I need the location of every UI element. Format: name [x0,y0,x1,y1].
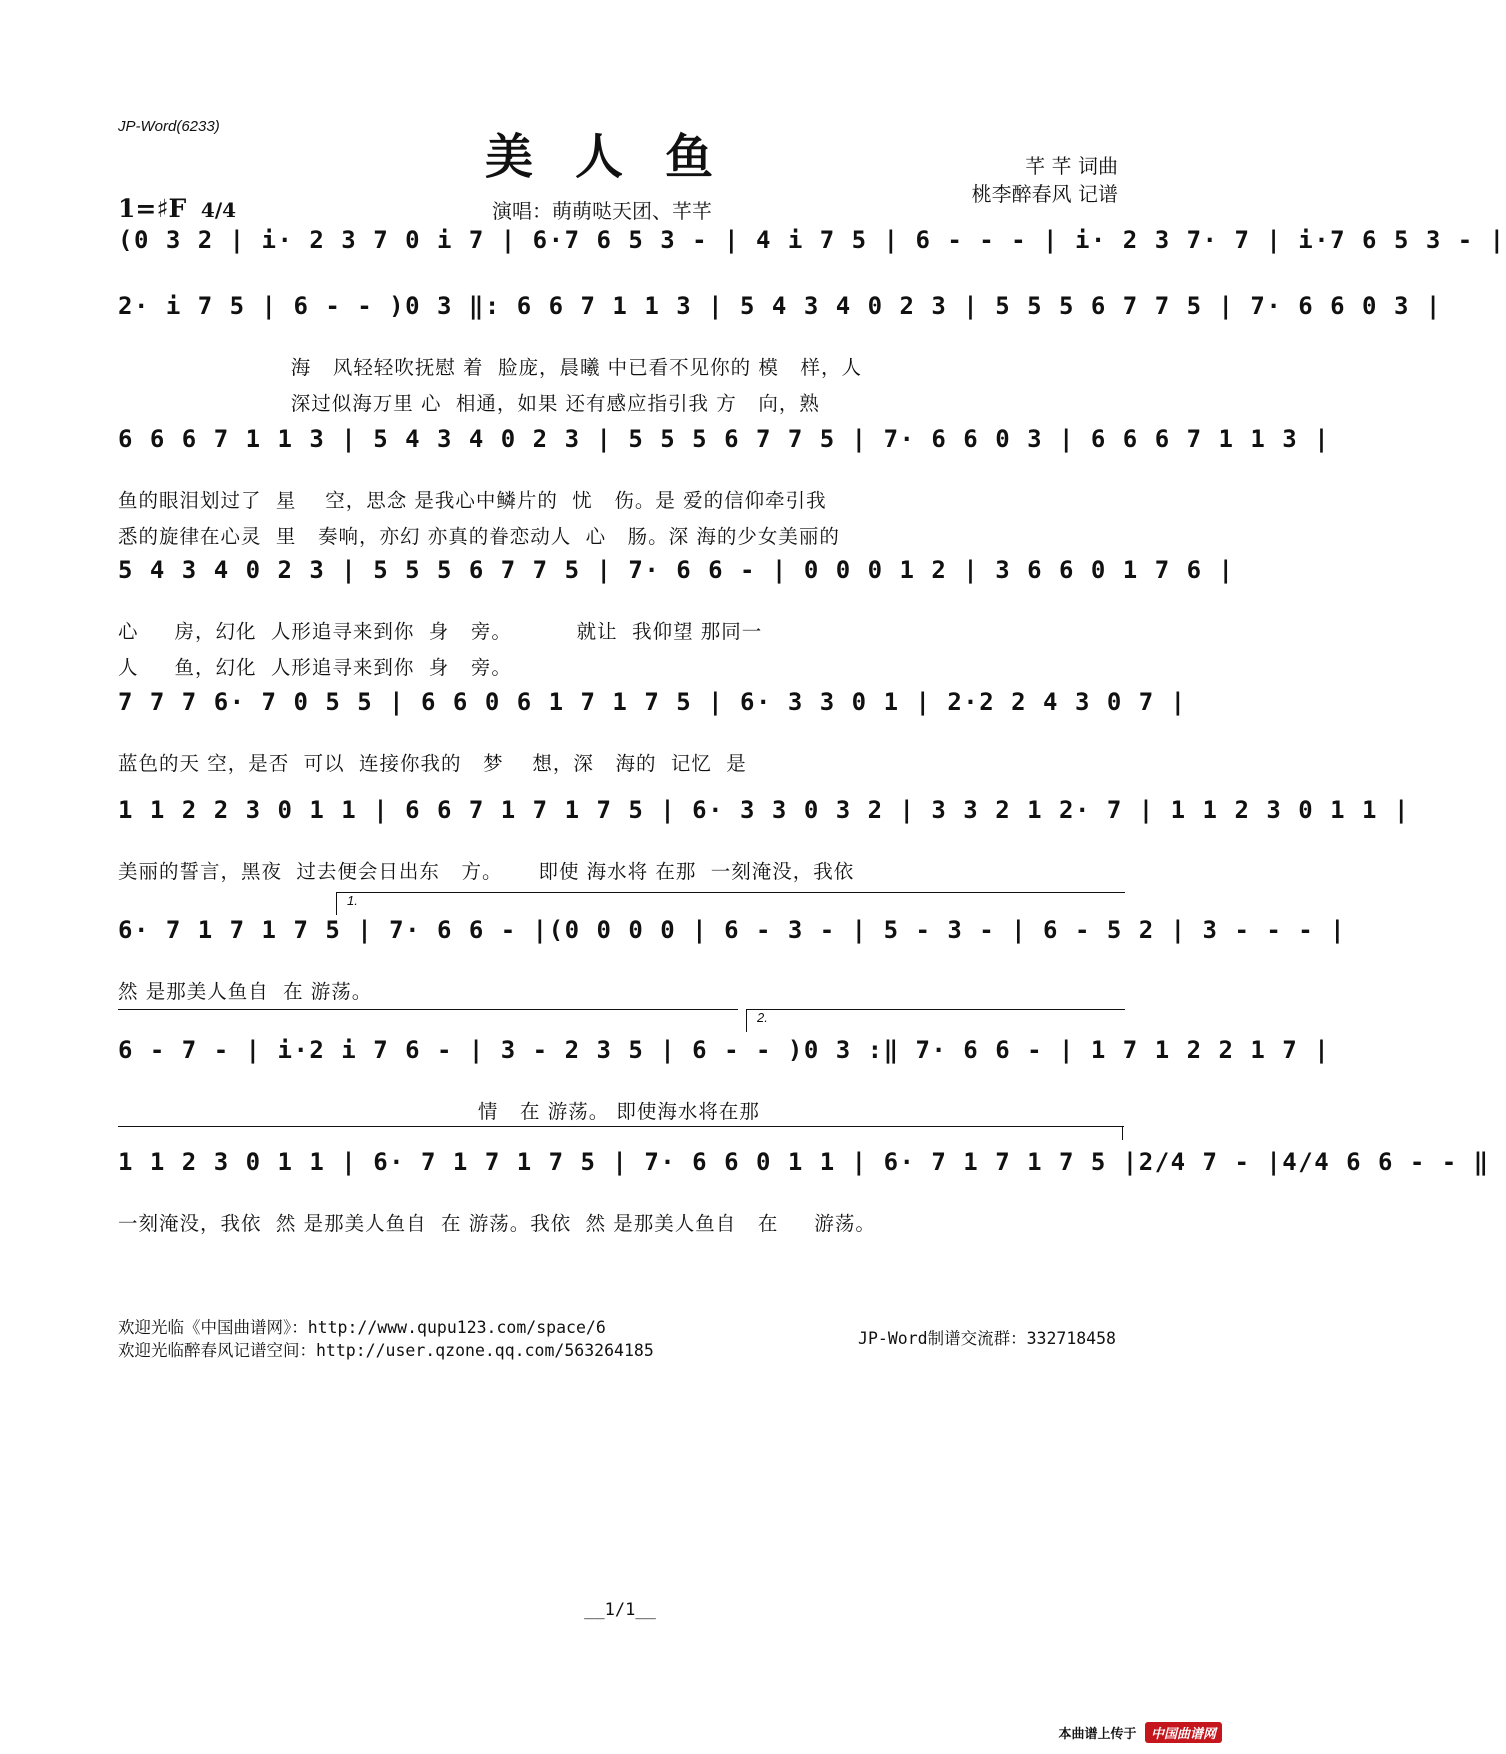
notes: 1 1 2 3 0 1 1 | 6· 7 1 7 1 7 5 | 7· 6 6 0 1 1 | 6· 7 1 7 1 7 5 |2/4 7 - |4/4 6 6 - - ‖ [118,1148,1490,1176]
notes: (0 3 2 | i· 2 3 7 0 i 7 | 6·7 6 5 3 - | 4 i 7 5 | 6 - - - | i· 2 3 7· 7 | i·7 6 5 3 - | [118,226,1506,254]
lyric-verse-1: 情 在 游荡。 即使海水将在那 [118,1100,760,1123]
key-label: 1=♯F [118,194,187,223]
volta-continuation [118,1126,1124,1127]
score-line-4 [118,556,1235,679]
time-signature: 4/4 [200,198,237,222]
notes: 7 7 7 6· 7 0 5 5 | 6 6 0 6 1 7 1 7 5 | 6· 3 3 0 1 | 2·2 2 4 3 0 7 | [118,688,1187,716]
footer-site-link: 欢迎光临《中国曲谱网》：http://www.qupu123.com/space/6 [118,1318,606,1337]
song-title: 美人鱼 [484,129,755,185]
lyricist-composer-credit: 芊 芊 词曲 [1025,154,1118,178]
footer-qq-group: JP-Word制谱交流群：332718458 [858,1329,1116,1348]
lyric-verse-2: 人 鱼，幻化 人形追寻来到你 身 旁。 [118,656,512,679]
notes: 6 6 6 7 1 1 3 | 5 4 3 4 0 2 3 | 5 5 5 6 7 7 5 | 7· 6 6 0 3 | 6 6 6 7 1 1 3 | [118,425,1331,453]
notes: 5 4 3 4 0 2 3 | 5 5 5 6 7 7 5 | 7· 6 6 - | 0 0 0 1 2 | 3 6 6 0 1 7 6 | [118,556,1235,584]
lyric-verse-1: 海 风轻轻吹抚慰 着 脸庞，晨曦 中已看不见你的 模 样，人 [118,356,862,379]
singer-credit: 演唱：萌萌哒天团、芊芊 [492,199,712,223]
lyric-verse-1: 鱼的眼泪划过了 星 空，思念 是我心中鳞片的 忧 伤。是 爱的信仰牵引我 [118,489,827,512]
score-line-7 [118,916,1347,1003]
volta-continuation [118,1009,738,1010]
volta-second-ending [746,1009,1125,1032]
transcriber-credit: 桃李醉春风 记谱 [971,182,1118,206]
score-line-3 [118,425,1331,548]
lyric-verse-2: 深过似海万里 心 相通，如果 还有感应指引我 方 向，熟 [118,392,820,415]
score-line-1 [118,226,1506,292]
site-logo: 中国曲谱网 [1145,1722,1222,1743]
software-label: JP-Word(6233) [118,118,220,135]
volta-label: 1. [347,893,358,908]
lyric-verse-1: 美丽的誓言，黑夜 过去便会日出东 方。 即使 海水将 在那 一刻淹没，我依 [118,860,855,883]
notes: 2· i 7 5 | 6 - - )0 3 ‖: 6 6 7 1 1 3 | 5 4 3 4 0 2 3 | 5 5 5 6 7 7 5 | 7· 6 6 0 3 | [118,292,1442,320]
footer-space-link: 欢迎光临醉春风记谱空间：http://user.qzone.qq.com/563264185 [118,1341,654,1360]
lyric-verse-1: 一刻淹没，我依 然 是那美人鱼自 在 游荡。我依 然 是那美人鱼自 在 游荡。 [118,1212,876,1235]
volta-end-hook [1122,1126,1123,1140]
notes: 6 - 7 - | i·2 i 7 6 - | 3 - 2 3 5 | 6 - - )0 3 :‖ 7· 6 6 - | 1 7 1 2 2 1 7 | [118,1036,1331,1064]
lyric-verse-1: 蓝色的天 空，是否 可以 连接你我的 梦 想，深 海的 记忆 是 [118,752,747,775]
lyric-verse-1: 然 是那美人鱼自 在 游荡。 [118,980,373,1003]
upload-credit [1058,1722,1222,1743]
score-line-8 [118,1036,1331,1123]
page-number: __1/1__ [584,1600,656,1620]
volta-label: 2. [757,1010,768,1025]
key-signature [118,194,236,223]
volta-first-ending [336,892,1125,915]
lyric-verse-2: 悉的旋律在心灵 里 奏响，亦幻 亦真的眷恋动人 心 肠。深 海的少女美丽的 [118,525,840,548]
score-line-9 [118,1148,1490,1235]
score-line-6 [118,796,1410,883]
notes: 6· 7 1 7 1 7 5 | 7· 6 6 - |(0 0 0 0 | 6 - 3 - | 5 - 3 - | 6 - 5 2 | 3 - - - | [118,916,1347,944]
notes: 1 1 2 2 3 0 1 1 | 6 6 7 1 7 1 7 5 | 6· 3 3 0 3 2 | 3 3 2 1 2· 7 | 1 1 2 3 0 1 1 | [118,796,1410,824]
score-line-2 [118,292,1442,415]
lyric-verse-1: 心 房，幻化 人形追寻来到你 身 旁。 就让 我仰望 那同一 [118,620,763,643]
score-line-5 [118,688,1187,775]
upload-text: 本曲谱上传于 [1058,1727,1137,1742]
